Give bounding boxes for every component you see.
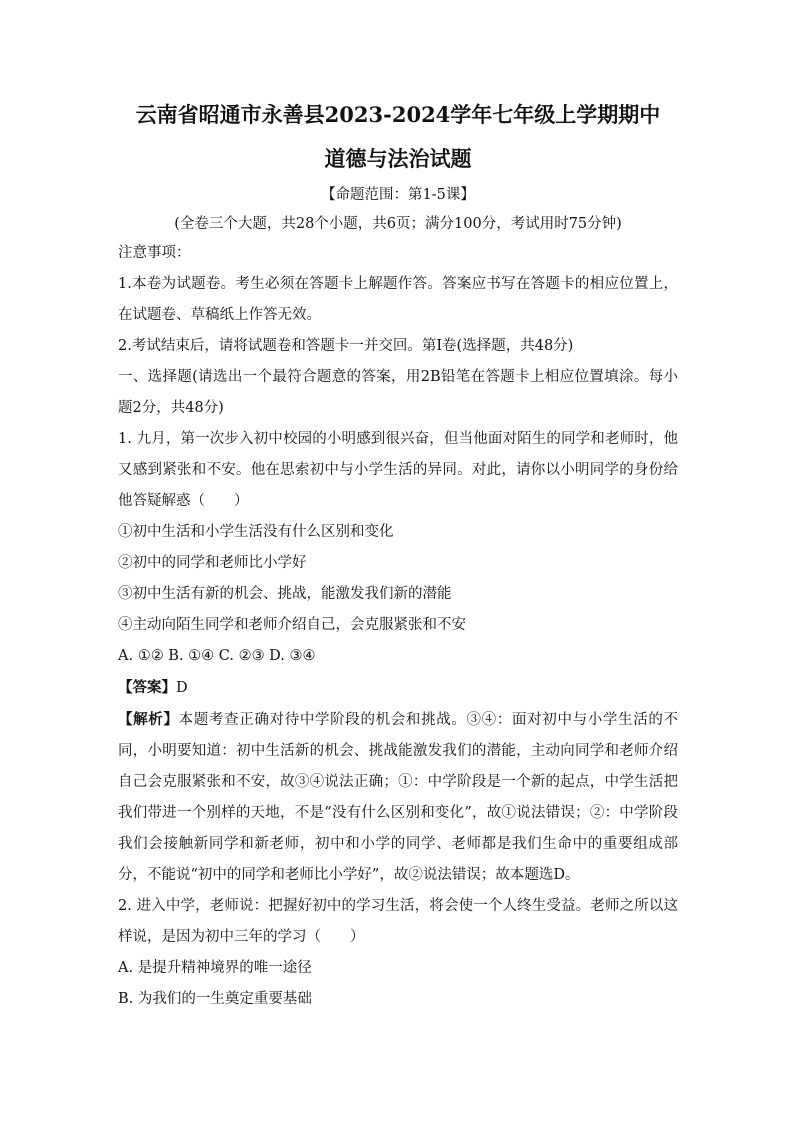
question-1-answer [118, 672, 678, 704]
question-2-stem: 2. 进入中学，老师说：把握好初中的学习生活，将会使一个人终生受益。老师之所以这样说，是因为初中三年的学习（ ） [118, 898, 678, 945]
question-1-statement-1: ①初中生活和小学生活没有什么区别和变化 [118, 524, 394, 540]
question-1-statement-2: ②初中的同学和老师比小学好 [118, 555, 307, 571]
question-2-option-b: B. 为我们的一生奠定重要基础 [118, 991, 312, 1007]
notice-item-2: 2.考试结束后，请将试题卷和答题卡一并交回。第I卷(选择题，共48分) [118, 338, 574, 354]
question-1-choices: A. ①② B. ①④ C. ②③ D. ③④ [118, 648, 316, 664]
question-1-stem: 1. 九月，第一次步入初中校园的小明感到很兴奋，但当他面对陌生的同学和老师时，他又感到紧张和不安。他在思索初中与小学生活的异同。对此，请你以小明同学的身份给他答疑解惑（ ） [118, 431, 678, 509]
question-1-statement-4: ④主动向陌生同学和老师介绍自己，会克服紧张和不安 [118, 617, 466, 633]
answer-label: 【答案】 [118, 679, 176, 696]
exam-info: (全卷三个大题，共28个小题，共6页；满分100分，考试用时75分钟) [174, 216, 622, 232]
answer-value: D [176, 680, 188, 696]
notice-heading: 注意事项： [118, 245, 191, 261]
exam-scope: 【命题范围：第1-5课】 [321, 187, 475, 203]
exam-page [118, 98, 678, 1015]
question-1-statement-3: ③初中生活有新的机会、挑战，能激发我们新的潜能 [118, 586, 452, 602]
question-2-option-a: A. 是提升精神境界的唯一途径 [118, 960, 312, 976]
analysis-text: 本题考查正确对待中学阶段的机会和挑战。③④：面对初中与小学生活的不同，小明要知道：初中生活新的机会、挑战能激发我们的潜能，主动向同学和老师介绍自己会克服紧张和不安，故③④说法正确；①：中学阶段是一个新的起点，中学生活把我们带进一个别样的天地，不是“没有什么区别和变化”，故①说法错误；②：中学阶段我们会接触新同学和新老师，初中和小学的同学、老师都是我们生命中的重要组成部分，不能说“初中的同学和老师比小学好”，故②说法错误；故本题选D。 [118, 712, 679, 883]
question-1-analysis [118, 704, 678, 891]
page-title: 云南省昭通市永善县2023-2024学年七年级上学期期中 [135, 102, 661, 127]
section-heading: 一、选择题(请选出一个最符合题意的答案，用2B铅笔在答题卡上相应位置填涂。每小题2分，共48分) [118, 369, 678, 416]
analysis-label: 【解析】 [118, 711, 179, 728]
page-subtitle: 道德与法治试题 [324, 146, 472, 171]
notice-item-1: 1.本卷为试题卷。考生必须在答题卡上解题作答。答案应书写在答题卡的相应位置上，在试题卷、草稿纸上作答无效。 [118, 276, 678, 323]
